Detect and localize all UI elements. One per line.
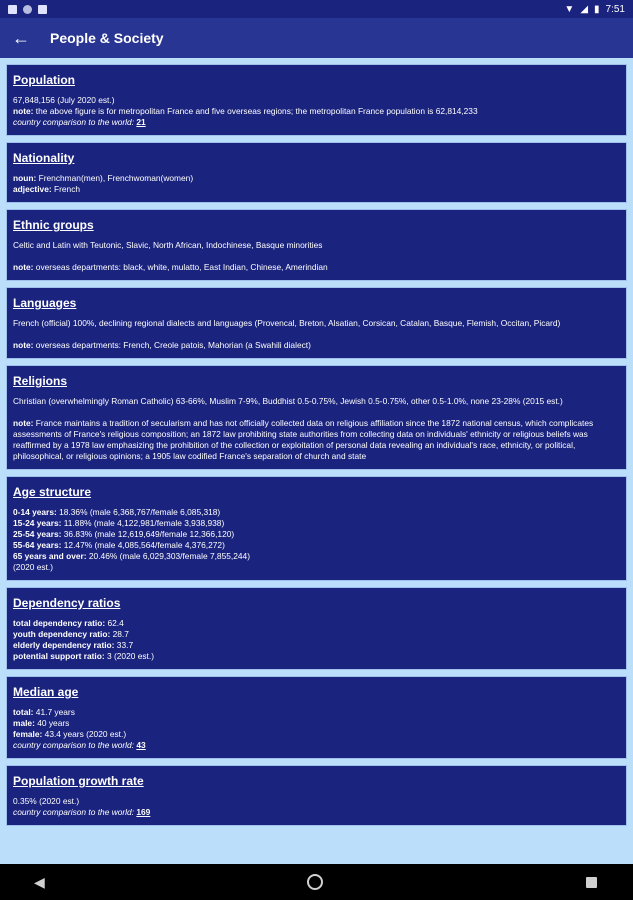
spacer — [13, 407, 620, 418]
battery-icon: ▮ — [594, 3, 600, 15]
comparison-label: country comparison to the world: — [13, 117, 135, 127]
comparison-label: country comparison to the world: — [13, 807, 135, 817]
age-value: 20.46% (male 6,029,303/female 7,855,244) — [86, 551, 250, 561]
median-label: male: — [13, 718, 35, 728]
nationality-card — [6, 142, 627, 203]
adjective-label: adjective: — [13, 184, 52, 194]
age-label: 25-54 years: — [13, 529, 62, 539]
note-label: note: — [13, 262, 34, 272]
nav-recents-icon[interactable] — [586, 877, 597, 888]
note-text: the above figure is for metropolitan France and five overseas regions; the metropolitan France population is 62,814,233 — [33, 106, 478, 116]
arrow-back-icon[interactable]: ← — [12, 27, 30, 48]
card-title: Nationality — [13, 151, 75, 165]
age-row — [13, 507, 620, 518]
ratio-value: 3 (2020 est.) — [104, 651, 155, 661]
religions-note — [13, 418, 620, 462]
population-value: 67,848,156 (July 2020 est.) — [13, 95, 115, 105]
languages-value: French (official) 100%, declining regional dialects and languages (Provencal, Breton, Alsatian, Corsican, Catalan, Basque, Flemish, Occitan, Picard) — [13, 318, 561, 328]
rank-link[interactable]: 169 — [136, 807, 151, 817]
adjective-value: French — [51, 184, 81, 194]
noun-label: noun: — [13, 173, 37, 183]
country-comparison — [13, 117, 620, 128]
median-row — [13, 729, 620, 740]
note-label: note: — [13, 106, 34, 116]
ratio-row — [13, 651, 620, 662]
ratio-label: total dependency ratio: — [13, 618, 106, 628]
content-list[interactable] — [0, 58, 633, 864]
signal-icon: ◢ — [580, 3, 589, 15]
age-row — [13, 529, 620, 540]
ethnic-groups-note — [13, 262, 620, 273]
median-label: total: — [13, 707, 34, 717]
median-value: 43.4 years (2020 est.) — [42, 729, 127, 739]
age-row — [13, 551, 620, 562]
system-icons — [564, 4, 625, 15]
ratio-label: potential support ratio: — [13, 651, 105, 661]
ratio-label: youth dependency ratio: — [13, 629, 111, 639]
rank-link[interactable]: 21 — [136, 117, 146, 127]
nav-home-icon[interactable] — [307, 874, 323, 890]
population-growth-rate-card — [6, 765, 627, 826]
age-value: 12.47% (male 4,085,564/female 4,376,272) — [61, 540, 225, 550]
age-row — [13, 540, 620, 551]
religions-card — [6, 365, 627, 470]
note-text: overseas departments: French, Creole patois, Mahorian (a Swahili dialect) — [33, 340, 311, 350]
rank-link[interactable]: 43 — [136, 740, 146, 750]
card-title: Ethnic groups — [13, 218, 94, 232]
spacer — [13, 329, 620, 340]
notification-icons — [8, 5, 47, 14]
card-title: Population growth rate — [13, 774, 144, 788]
notification-file-icon — [38, 5, 47, 14]
country-comparison — [13, 807, 620, 818]
median-label: female: — [13, 729, 43, 739]
notification-dot-icon — [23, 5, 32, 14]
age-row — [13, 518, 620, 529]
age-label: 0-14 years: — [13, 507, 57, 517]
ratio-value: 28.7 — [110, 629, 129, 639]
card-title: Population — [13, 73, 75, 87]
ratio-row — [13, 629, 620, 640]
median-row — [13, 718, 620, 729]
age-label: 55-64 years: — [13, 540, 62, 550]
nationality-adjective — [13, 184, 620, 195]
age-value: 18.36% (male 6,368,767/female 6,085,318) — [56, 507, 221, 517]
dependency-ratios-card — [6, 587, 627, 670]
card-title: Religions — [13, 374, 68, 388]
navigation-bar — [0, 864, 633, 900]
country-comparison — [13, 740, 620, 751]
note-label: note: — [13, 418, 34, 428]
wifi-icon: ▼ — [564, 3, 575, 15]
nav-back-icon[interactable]: ◀ — [34, 873, 45, 890]
age-estimate: (2020 est.) — [13, 562, 54, 572]
median-value: 41.7 years — [33, 707, 75, 717]
population-card — [6, 64, 627, 136]
ratio-value: 33.7 — [114, 640, 134, 650]
median-value: 40 years — [34, 718, 70, 728]
note-text: overseas departments: black, white, mulatto, East Indian, Chinese, Amerindian — [33, 262, 328, 272]
languages-card — [6, 287, 627, 359]
age-value: 11.88% (male 4,122,981/female 3,938,938) — [61, 518, 225, 528]
notification-app-icon — [8, 5, 17, 14]
ratio-label: elderly dependency ratio: — [13, 640, 115, 650]
age-value: 36.83% (male 12,619,649/female 12,366,120) — [61, 529, 235, 539]
median-row — [13, 707, 620, 718]
ethnic-groups-value: Celtic and Latin with Teutonic, Slavic, North African, Indochinese, Basque minorities — [13, 240, 323, 250]
religions-value: Christian (overwhelmingly Roman Catholic) 63-66%, Muslim 7-9%, Buddhist 0.5-0.75%, Jewish 0.5-0.75%, other 0.5-1.0%, none 23-28% (2015 est.) — [13, 396, 563, 406]
ratio-row — [13, 640, 620, 651]
languages-note — [13, 340, 620, 351]
card-title: Languages — [13, 296, 77, 310]
card-title: Age structure — [13, 485, 92, 499]
card-title: Dependency ratios — [13, 596, 121, 610]
clock: 7:51 — [605, 3, 625, 15]
page-title: People & Society — [50, 30, 164, 46]
growth-rate-value: 0.35% (2020 est.) — [13, 796, 80, 806]
ethnic-groups-card — [6, 209, 627, 281]
card-title: Median age — [13, 685, 79, 699]
age-structure-card — [6, 476, 627, 581]
note-text: France maintains a tradition of secularism and has not officially collected data on religious affiliation since the 1872 national census, which complicates assessments of France's religious composition; an 1872 law prohibiting state authorities from collecting data on individuals' ethnicity or religious beliefs was reaffirmed by a 1978 law emphasizing the prohibition of the collection or exploitation of personal data revealing an individual's race, ethnicity, or political, philosophical, or religious opinions; a 1905 law codified France's separation of church and state — [13, 418, 594, 461]
nationality-noun — [13, 173, 620, 184]
age-label: 65 years and over: — [13, 551, 87, 561]
comparison-label: country comparison to the world: — [13, 740, 135, 750]
ratio-row — [13, 618, 620, 629]
app-bar — [0, 18, 633, 58]
population-note — [13, 106, 620, 117]
median-age-card — [6, 676, 627, 759]
note-label: note: — [13, 340, 34, 350]
ratio-value: 62.4 — [105, 618, 124, 628]
spacer — [13, 251, 620, 262]
age-label: 15-24 years: — [13, 518, 62, 528]
noun-value: Frenchman(men), Frenchwoman(women) — [36, 173, 194, 183]
status-bar — [0, 0, 633, 18]
